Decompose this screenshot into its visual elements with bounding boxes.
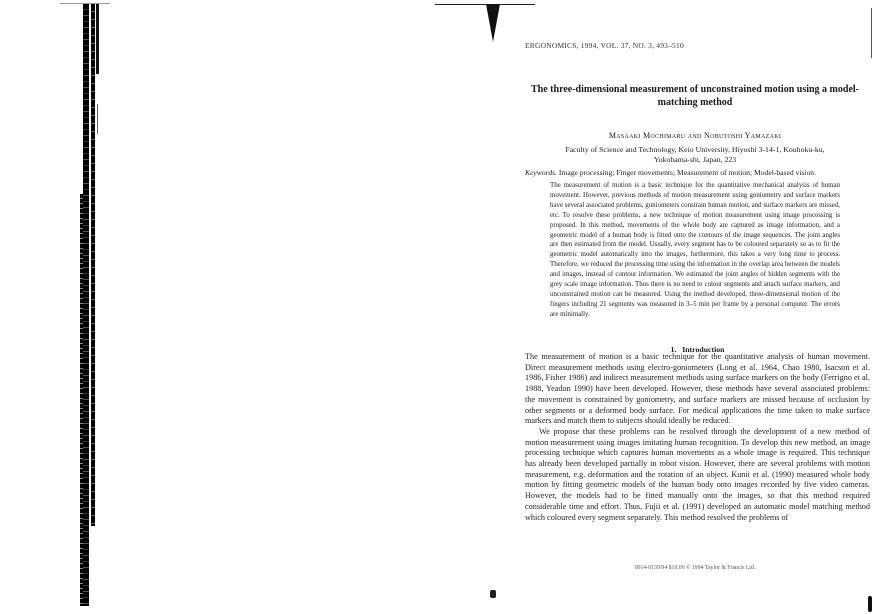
abstract: The measurement of motion is a basic technique for the quantitative mechanical analysis of human movement. However, previous methods of motion measurement using goniometry and surface markers have several associated problems, goniometers constrain human motion, and surface markers are missed, etc. To resolve these problems, a new technique of motion measurement using image processing is proposed. In this method, movements of the whole body are captured as image information, and a geometric model of a human body is fitted onto the contours of the image sequences. The joint angles are then estimated from the model. Usually, every segment has to be coloured separately so as to fit the geometric model automatically into the images, furthermore, this takes a very long time to process. Therefore, we reduced the processing time using the information in the overlap area between the models and images, instead of contour information. We estimated the joint angles of hidden segments with the grey scale image information. Thus there is no need to colour segments and attach surface markers, and unconstrained motion can be measured. Using the method developed, three-dimensional motion of the fingers including 21 segments was measured in 3–5 min per frame by a personal computer. The errors are minimally. (550, 182, 840, 318)
spine-bar (83, 4, 89, 606)
paragraph: The measurement of motion is a basic technique for the quantitative analysis of human movement. Direct measurement methods using electro-goniometers (Long et al. 1964, Chao 1980, Isacson et al. 1986, Fisher 1986) and indirect measurement methods using surface markers on the body (Ferrigno et al. 1988, Yeadon 1990) have been developed. However, these methods have several associated problems: the movement is constrained by goniometry, and surface markers are missed because of occlusion by other segments or a deformed body surface. For medical applications the time taken to make surface markers and match them to subjects should ideally be reduced. (525, 352, 870, 426)
keywords-label: Keywords. (525, 168, 557, 177)
article-title: The three-dimensional measurement of unconstrained motion using a model-matching method (531, 84, 859, 108)
section-number: 1. (670, 345, 677, 354)
spine-bar (96, 4, 99, 74)
spine-bar (97, 104, 98, 134)
affiliation (525, 145, 865, 165)
affiliation-line: Faculty of Science and Technology, Keio University, Hiyoshi 3-14-1, Kouhoku-ku, (565, 145, 825, 154)
authors: Masaaki Mochimaru and Nobutoshi Yamazaki (608, 131, 782, 140)
gutter-top-line (435, 4, 535, 5)
section-title: Introduction (682, 345, 725, 354)
keywords (525, 168, 870, 177)
copyright-footer: 0014-0139/94 $10.00 © 1994 Taylor & Francis Ltd. (634, 565, 756, 571)
keywords-text: Image processing; Finger movements; Measurement of motion; Model-based vision. (557, 168, 816, 177)
right-page-edge-mark (868, 596, 872, 612)
spine-bar (80, 194, 83, 606)
paragraph: We propose that these problems can be resolved through the development of a new method of motion measurement using images imitating human recognition. To develop this new method, an image processing technique which captures human movements as a whole image is required. This technique has already been developed partially in robot vision. However, there are several problems with motion measurement, e.g. deformation and the rotation of an object. Kunii et al. (1990) measured whole body motion by fitting geometric models of the human body onto images recorded by five video cameras. However, the models had to be fitted manually onto the images, so that this method required considerable time and effort. Thus, Fujii et al. (1991) developed an automatic model matching method which coloured every segment separately. This method resolved the problems of (525, 426, 870, 522)
gutter-shadow-mark (486, 4, 500, 42)
spine-bar (91, 4, 95, 526)
right-page-edge (871, 8, 872, 58)
book-spine-scan-artifact (80, 4, 100, 606)
body-text (525, 352, 870, 523)
scan-speck (490, 590, 496, 598)
affiliation-line: Yokohama-shi, Japan, 223 (653, 155, 737, 164)
journal-header: ERGONOMICS, 1994, VOL. 37, NO. 3, 493–510 (525, 41, 684, 50)
